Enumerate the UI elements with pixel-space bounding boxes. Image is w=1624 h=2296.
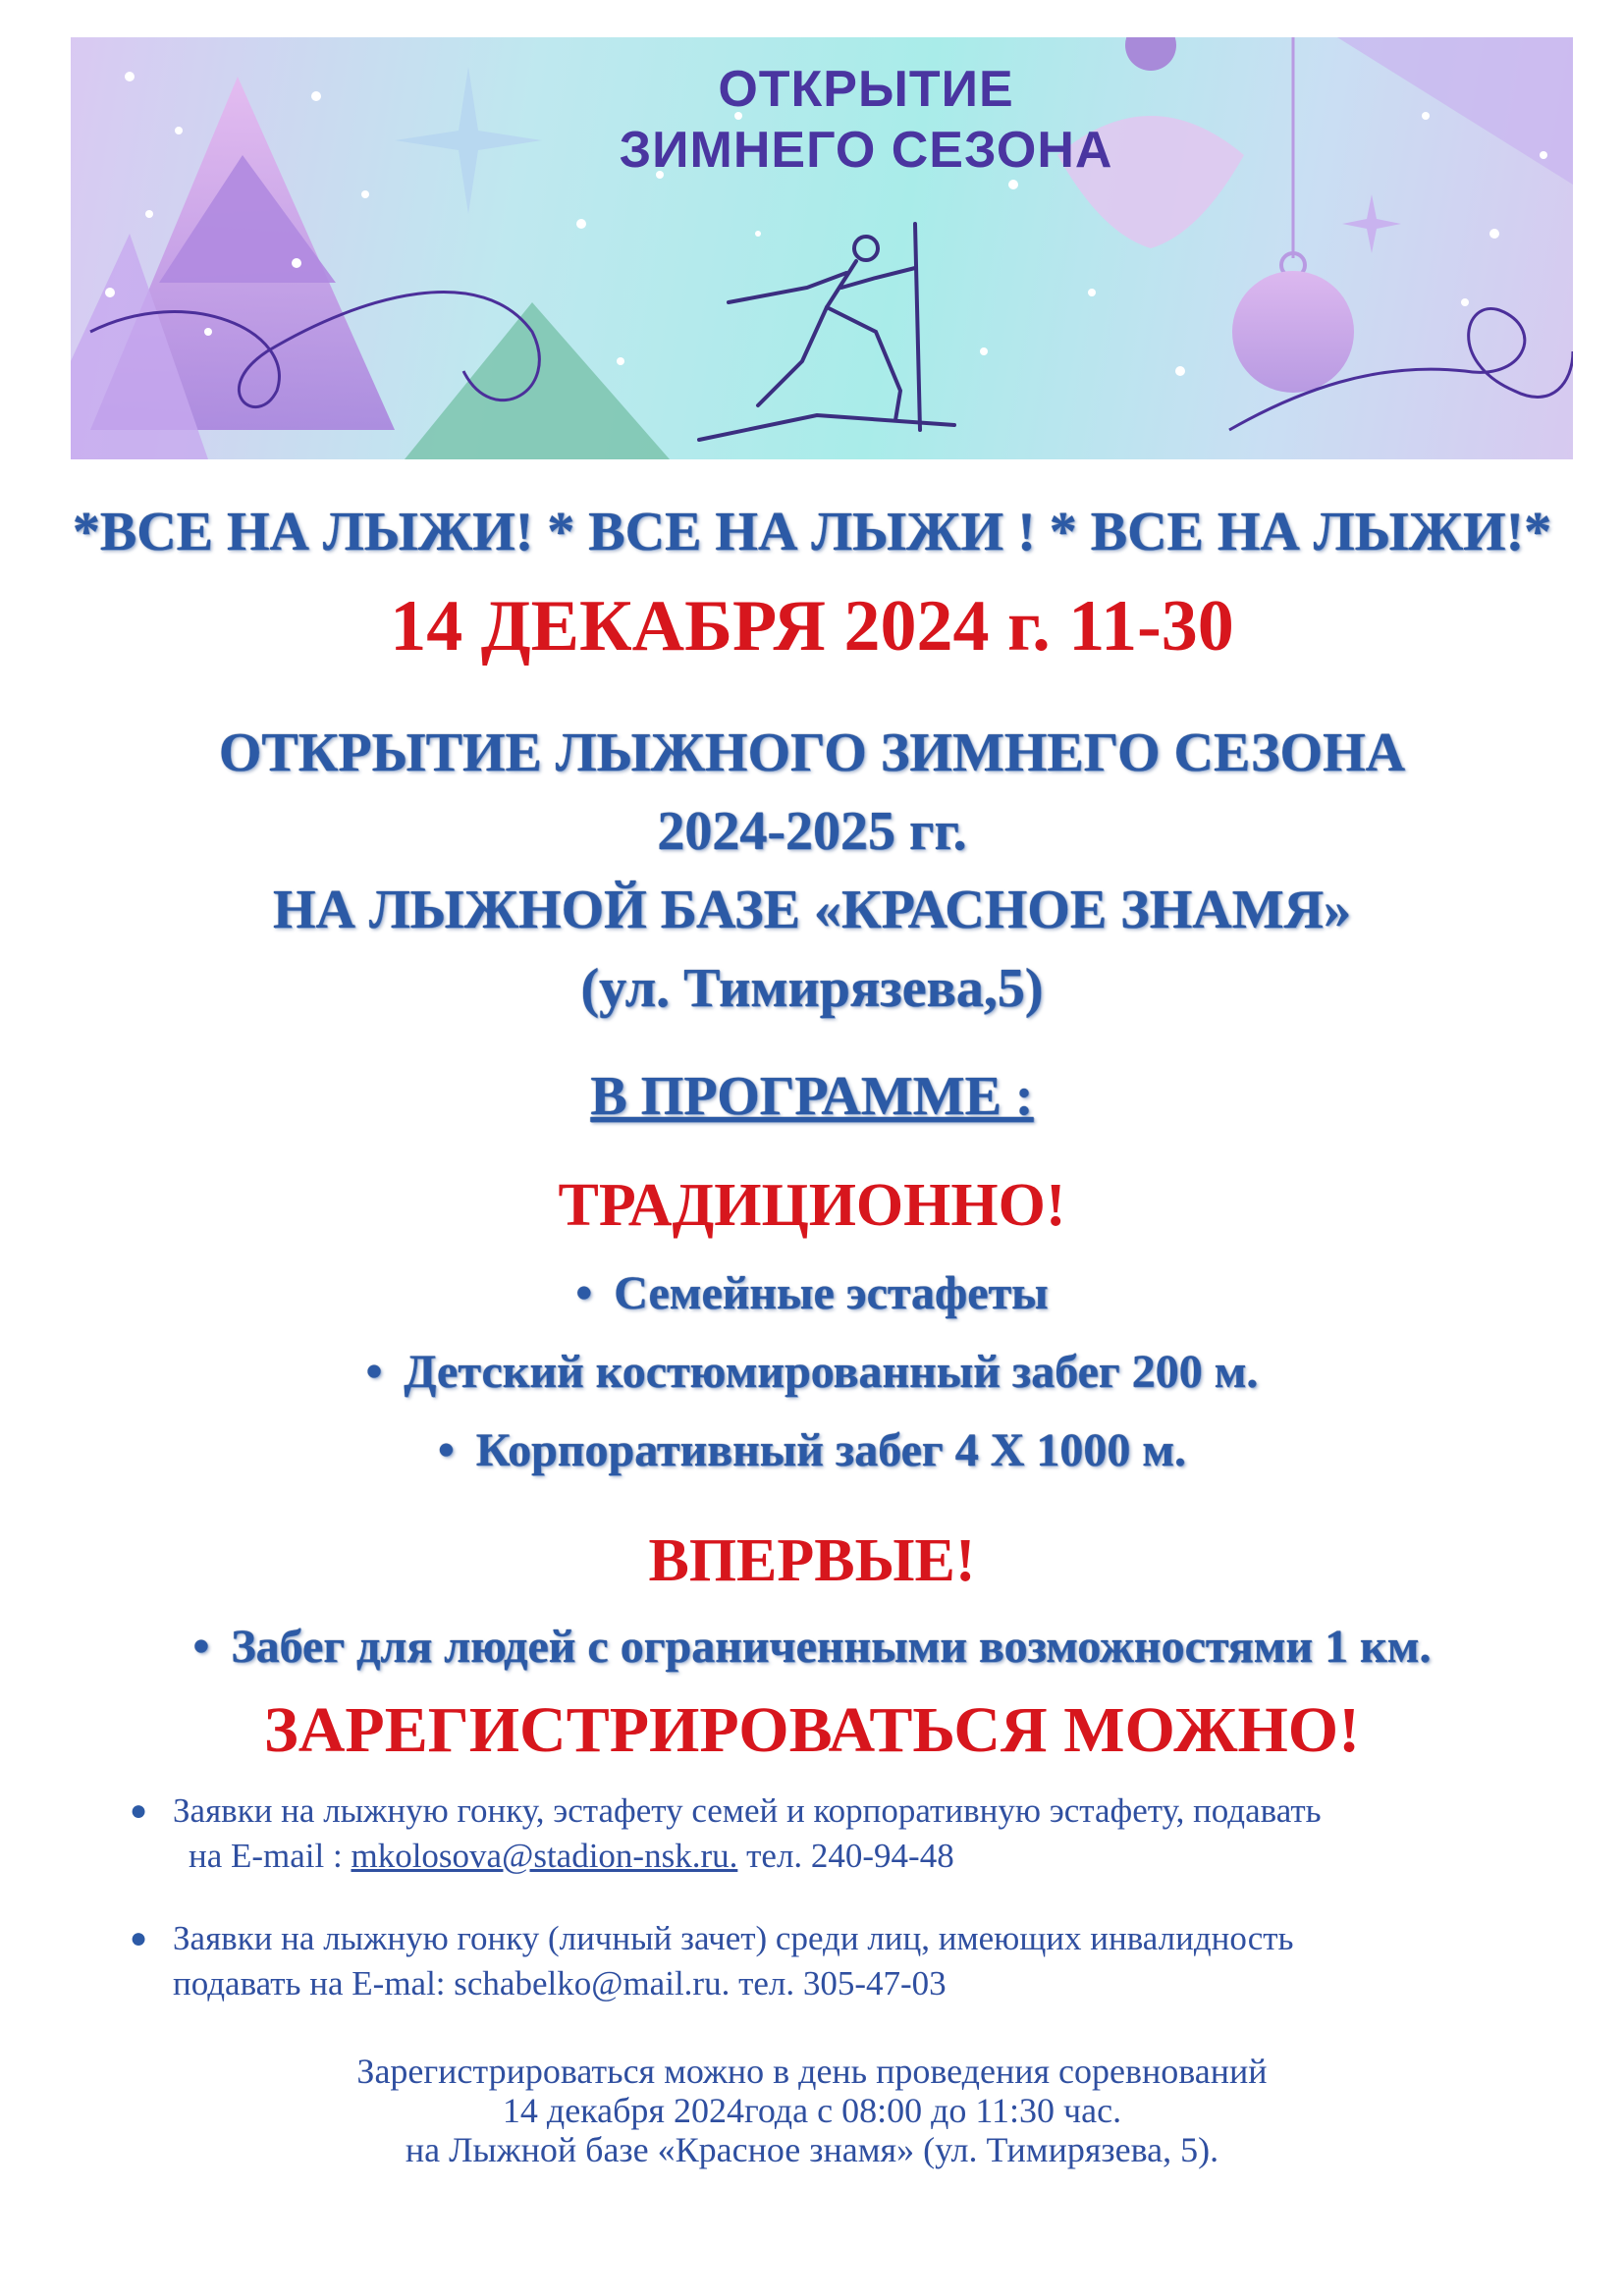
application-text: Заявки на лыжную гонку, эстафету семей и корпоративную эстафету, подавать xyxy=(173,1791,1322,1830)
program-heading xyxy=(0,1065,1624,1128)
onsite-line-3: на Лыжной базе «Красное знамя» (ул. Тимирязева, 5). xyxy=(405,2130,1219,2169)
bullet-icon: ● xyxy=(130,1922,148,1954)
application-item xyxy=(130,1916,1593,2010)
first-time-heading: ВПЕРВЫЕ! xyxy=(648,1527,976,1594)
email-link[interactable]: mkolosova@stadion-nsk.ru. xyxy=(351,1837,738,1875)
list-item: • Корпоративный забег 4 Х 1000 м. xyxy=(0,1423,1624,1477)
banner xyxy=(71,37,1573,459)
headline: *ВСЕ НА ЛЫЖИ! * ВСЕ НА ЛЫЖИ ! * ВСЕ НА ЛЫЖИ!* xyxy=(72,502,1552,562)
list-item: • Детский костюмированный забег 200 м. xyxy=(0,1345,1624,1399)
list-item: • Забег для людей с ограниченными возможностями 1 км. xyxy=(0,1620,1624,1674)
event-title: ОТКРЫТИЕ ЛЫЖНОГО ЗИМНЕГО СЕЗОНА xyxy=(218,722,1406,783)
email-text: schabelko@mail.ru. xyxy=(454,1964,731,2002)
contact-label: подавать на E-mal: xyxy=(173,1964,455,2002)
triangle-shape-green xyxy=(405,302,670,459)
phone-number: тел. 240-94-48 xyxy=(737,1837,954,1875)
program-heading-text: В ПРОГРАММЕ : xyxy=(590,1066,1034,1127)
event-address: (ул. Тимирязева,5) xyxy=(580,958,1044,1019)
application-text: Заявки на лыжную гонку (личный зачет) среди лиц, имеющих инвалидность xyxy=(173,1919,1294,1957)
list-item: • Семейные эстафеты xyxy=(0,1266,1624,1320)
contact-label: на E-mail : xyxy=(189,1837,352,1875)
event-date-time: 14 ДЕКАБРЯ 2024 г. 11-30 xyxy=(390,586,1234,667)
traditional-heading: ТРАДИЦИОННО! xyxy=(558,1172,1066,1239)
star-icon xyxy=(395,67,542,214)
onsite-line-2: 14 декабря 2024года с 08:00 до 11:30 час. xyxy=(502,2091,1122,2130)
application-contact xyxy=(173,1961,1606,2006)
application-contact xyxy=(189,1834,1622,1879)
event-venue: НА ЛЫЖНОЙ БАЗЕ «КРАСНОЕ ЗНАМЯ» xyxy=(272,880,1352,940)
banner-title: ОТКРЫТИЕ ЗИМНЕГО СЕЗОНА xyxy=(619,61,1113,179)
bullet-icon: ● xyxy=(130,1794,148,1827)
onsite-line-1: Зарегистрироваться можно в день проведения соревнований xyxy=(356,2052,1268,2091)
event-season: 2024-2025 гг. xyxy=(657,801,967,862)
corner-shape xyxy=(1337,37,1573,185)
phone-number: тел. 305-47-03 xyxy=(730,1964,947,2002)
application-item xyxy=(130,1789,1593,1883)
skier-icon xyxy=(699,224,954,440)
register-heading: ЗАРЕГИСТРИРОВАТЬСЯ МОЖНО! xyxy=(263,1694,1361,1766)
star-small-icon xyxy=(1342,194,1401,253)
christmas-ball-icon xyxy=(1232,271,1354,393)
